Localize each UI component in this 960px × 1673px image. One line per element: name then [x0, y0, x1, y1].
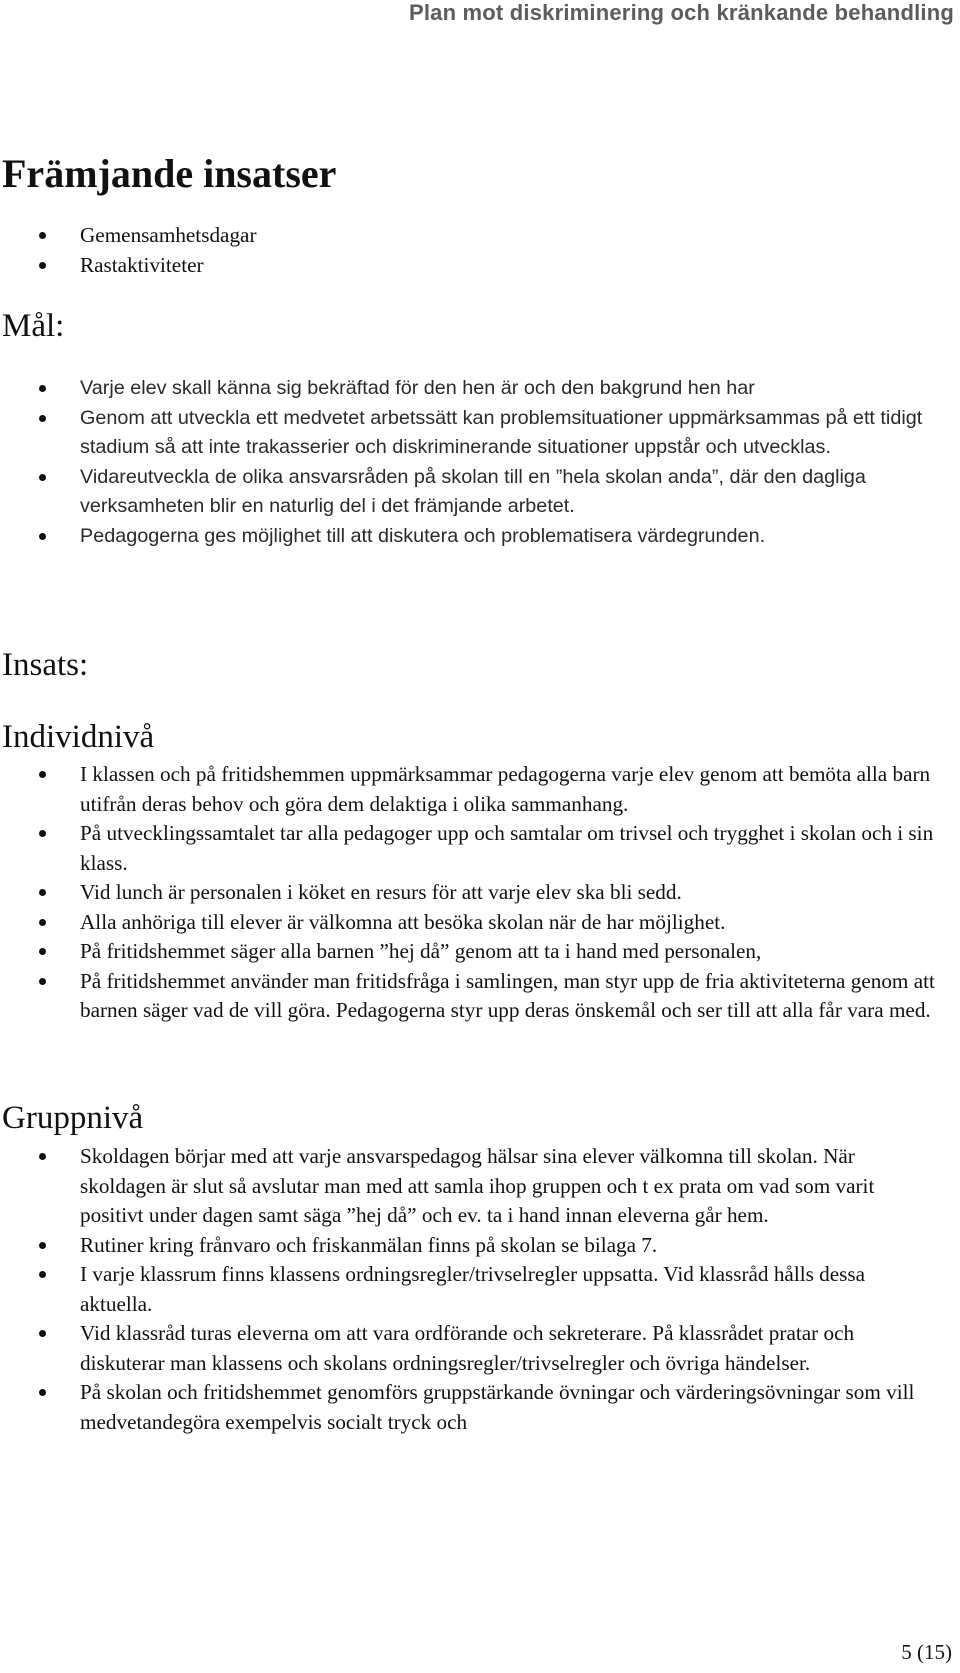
list-item-text: Pedagogerna ges möjlighet till att diskutera och problematisera värdegrunden.	[80, 524, 766, 547]
goals-heading: Mål:	[2, 308, 65, 344]
bullet-icon	[39, 415, 46, 422]
list-item	[0, 463, 935, 522]
bullet-icon	[39, 262, 46, 269]
list-item-text: Alla anhöriga till elever är välkomna att besöka skolan när de har möjlighet.	[80, 909, 726, 934]
list-item-text: På skolan och fritidshemmet genomförs gruppstärkande övningar och värderingsövningar som vill medvetandegöra exempelvis socialt tryck och	[80, 1380, 915, 1434]
list-item	[0, 1378, 935, 1437]
bullet-icon	[39, 1242, 46, 1249]
list-item	[0, 1260, 935, 1319]
page-number: 5 (15)	[901, 1640, 952, 1664]
list-item	[0, 937, 935, 967]
list-item	[0, 1142, 935, 1231]
list-item	[0, 908, 935, 938]
bullet-icon	[39, 533, 46, 540]
list-item	[0, 967, 935, 1026]
list-item	[0, 251, 935, 281]
list-item	[0, 1231, 935, 1261]
list-item-text: Vidareutveckla de olika ansvarsråden på skolan till en ”hela skolan anda”, där den dagliga verksamheten blir en naturlig del i det främjande arbetet.	[80, 465, 866, 517]
individual-list	[0, 760, 935, 1026]
list-item-text: Varje elev skall känna sig bekräftad för den hen är och den bakgrund hen har	[80, 377, 755, 399]
bullet-icon	[39, 1330, 46, 1337]
bullet-icon	[39, 830, 46, 837]
list-item-text: Rastaktiviteter	[80, 252, 204, 277]
list-item-text: Skoldagen börjar med att varje ansvarspedagog hälsar sina elever välkomna till skolan. När skoldagen är slut så avslutar man med att samla ihop gruppen och t ex prata om vad som varit positivt under dagen samt säga ”hej då” och ev. ta i hand innan eleverna går hem.	[80, 1144, 875, 1227]
bullet-icon	[39, 948, 46, 955]
list-item	[0, 819, 935, 878]
bullet-icon	[39, 474, 46, 481]
list-item-text: Genom att utveckla ett medvetet arbetssätt kan problemsituationer uppmärksammas på ett tidigt stadium så att inte trakasserier och diskriminerande situationer uppstår och utvecklas.	[80, 406, 923, 458]
list-item	[0, 1319, 935, 1378]
bullet-icon	[39, 1271, 46, 1278]
bullet-icon	[39, 1389, 46, 1396]
list-item	[0, 404, 935, 463]
list-item-text: På fritidshemmet säger alla barnen ”hej då” genom att ta i hand med personalen,	[80, 939, 762, 963]
bullet-icon	[39, 385, 46, 392]
list-item-text: I varje klassrum finns klassens ordningsregler/trivselregler uppsatta. Vid klassråd hålls dessa aktuella.	[80, 1262, 866, 1316]
list-item-text: Vid klassråd turas eleverna om att vara ordförande och sekreterare. På klassrådet pratar och diskuterar man klassens och skolans ordningsregler/trivselregler och övriga händelser.	[80, 1321, 855, 1375]
individual-heading: Individnivå	[2, 719, 155, 755]
list-item	[0, 878, 935, 908]
list-item-text: Gemensamhetsdagar	[80, 223, 257, 247]
list-item	[0, 522, 935, 552]
list-item-text: I klassen och på fritidshemmen uppmärksammar pedagogerna varje elev genom att bemöta alla barn utifrån deras behov och göra dem delaktiga i olika sammanhang.	[80, 762, 931, 816]
activities-list	[0, 221, 935, 280]
section-title: Främjande insatser	[2, 151, 337, 196]
list-item-text: Rutiner kring frånvaro och friskanmälan finns på skolan se bilaga 7.	[80, 1232, 658, 1257]
list-item	[0, 221, 935, 251]
bullet-icon	[39, 889, 46, 896]
group-list	[0, 1142, 935, 1437]
bullet-icon	[39, 771, 46, 778]
efforts-heading: Insats:	[2, 647, 89, 683]
list-item-text: På fritidshemmet använder man fritidsfråga i samlingen, man styr upp de fria aktiviteterna genom att barnen säger vad de vill göra. Pedagogerna styr upp deras önskemål och ser till att alla får vara med.	[80, 968, 935, 1022]
group-heading: Gruppnivå	[2, 1100, 144, 1136]
list-item-text: Vid lunch är personalen i köket en resurs för att varje elev ska bli sedd.	[80, 880, 682, 904]
bullet-icon	[39, 232, 46, 239]
goals-list	[0, 374, 935, 551]
running-header: Plan mot diskriminering och kränkande behandling	[408, 0, 954, 25]
bullet-icon	[39, 919, 46, 926]
list-item	[0, 374, 935, 404]
list-item	[0, 760, 935, 819]
bullet-icon	[39, 1153, 46, 1160]
list-item-text: På utvecklingssamtalet tar alla pedagoger upp och samtalar om trivsel och trygghet i skolan och i sin klass.	[80, 821, 934, 875]
bullet-icon	[39, 978, 46, 985]
